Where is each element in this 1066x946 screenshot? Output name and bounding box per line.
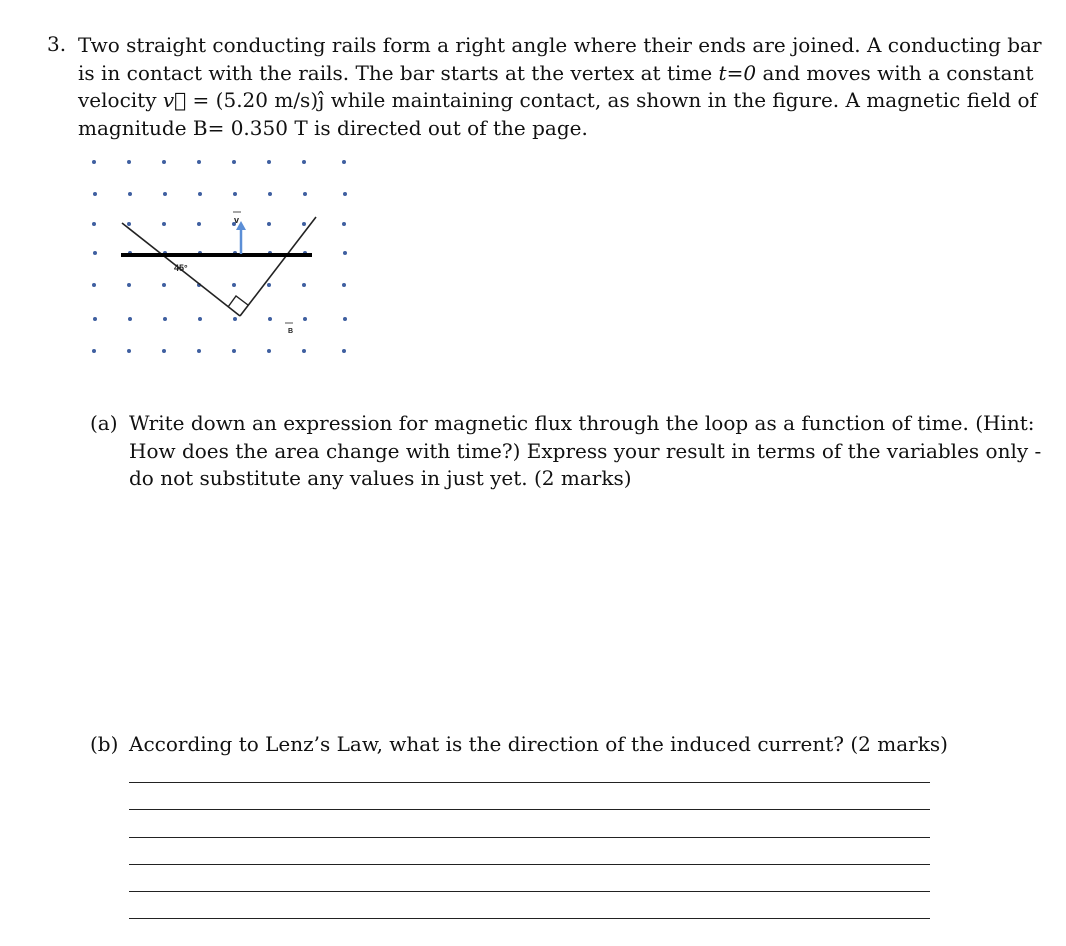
part-a-line-3: do not substitute any values in just yet. (2 marks) bbox=[129, 466, 632, 490]
part-a-text bbox=[129, 410, 1042, 493]
field-dot bbox=[197, 349, 201, 353]
field-dot bbox=[232, 283, 236, 287]
velocity-label: v bbox=[234, 215, 240, 225]
part-a-label: (a) bbox=[90, 411, 118, 435]
field-dot bbox=[302, 283, 306, 287]
field-dot bbox=[93, 317, 97, 321]
field-dot bbox=[128, 317, 132, 321]
field-dot bbox=[127, 160, 131, 164]
answer-line[interactable] bbox=[129, 918, 930, 919]
question-text bbox=[78, 32, 1042, 142]
question-number: 3. bbox=[47, 32, 67, 56]
field-dot bbox=[232, 349, 236, 353]
field-expression: B= 0.350 T bbox=[192, 115, 308, 140]
answer-line[interactable] bbox=[129, 864, 930, 865]
field-dot bbox=[127, 283, 131, 287]
field-dot bbox=[92, 283, 96, 287]
field-dot bbox=[233, 192, 237, 196]
field-dot bbox=[163, 317, 167, 321]
field-dot bbox=[197, 160, 201, 164]
field-dot bbox=[162, 222, 166, 226]
field-dot bbox=[343, 251, 347, 255]
field-dot bbox=[162, 349, 166, 353]
question-line-3 bbox=[78, 87, 1037, 115]
question-line-2 bbox=[78, 60, 1034, 88]
field-dot bbox=[343, 192, 347, 196]
field-dot bbox=[302, 349, 306, 353]
field-dot bbox=[342, 349, 346, 353]
question-line-3a: velocity bbox=[78, 88, 157, 112]
velocity-symbol: v⃗ bbox=[162, 88, 187, 112]
field-dot bbox=[342, 283, 346, 287]
part-b-text: According to Lenz’s Law, what is the direction of the induced current? (2 marks) bbox=[129, 732, 948, 756]
field-dot bbox=[92, 222, 96, 226]
question-line-3b: while maintaining contact, as shown in the figure. A magnetic field of bbox=[330, 88, 1037, 112]
field-dot bbox=[342, 160, 346, 164]
field-dot bbox=[233, 317, 237, 321]
field-dot bbox=[92, 160, 96, 164]
field-dot bbox=[128, 192, 132, 196]
field-dot bbox=[267, 160, 271, 164]
field-dot bbox=[343, 317, 347, 321]
field-dot bbox=[127, 349, 131, 353]
field-dot bbox=[232, 160, 236, 164]
question-line-1: Two straight conducting rails form a right angle where their ends are joined. A conducting bar bbox=[78, 33, 1042, 57]
question-line-2a: is in contact with the rails. The bar starts at the vertex at time bbox=[78, 60, 713, 85]
right-rail bbox=[240, 217, 316, 316]
part-a-line-1: Write down an expression for magnetic flux through the loop as a function of time. (Hint: bbox=[129, 411, 1035, 435]
field-dot bbox=[267, 222, 271, 226]
field-dot bbox=[127, 222, 131, 226]
question-line-4a: magnitude bbox=[78, 115, 187, 140]
rails-figure bbox=[80, 148, 370, 363]
field-dot bbox=[163, 192, 167, 196]
field-dot bbox=[303, 317, 307, 321]
field-dot bbox=[197, 222, 201, 226]
question-line-4b: is directed out of the page. bbox=[314, 115, 588, 140]
field-dot bbox=[92, 349, 96, 353]
field-dot bbox=[198, 192, 202, 196]
field-dot bbox=[93, 192, 97, 196]
field-dot bbox=[303, 192, 307, 196]
answer-lines bbox=[129, 782, 930, 946]
right-angle-marker bbox=[228, 296, 248, 307]
field-dot bbox=[302, 222, 306, 226]
answer-line[interactable] bbox=[129, 837, 930, 838]
part-b-label: (b) bbox=[90, 732, 119, 756]
field-dot bbox=[267, 349, 271, 353]
answer-line[interactable] bbox=[129, 782, 930, 783]
field-dot bbox=[198, 317, 202, 321]
part-a-line-2: How does the area change with time?) Express your result in terms of the variables only - bbox=[129, 438, 1042, 463]
field-dot bbox=[268, 317, 272, 321]
field-dot bbox=[93, 251, 97, 255]
velocity-expression: = (5.20 m/s)ĵ bbox=[186, 88, 325, 112]
question-line-4 bbox=[78, 115, 1008, 143]
field-dot bbox=[302, 160, 306, 164]
answer-line[interactable] bbox=[129, 891, 930, 892]
field-dot bbox=[162, 160, 166, 164]
answer-line[interactable] bbox=[129, 809, 930, 810]
question-line-2b: and moves with a constant bbox=[762, 60, 1034, 85]
field-dot bbox=[342, 222, 346, 226]
field-dot bbox=[268, 192, 272, 196]
time-expression: t=0 bbox=[718, 60, 757, 85]
field-label: B bbox=[288, 328, 294, 335]
field-dot bbox=[162, 283, 166, 287]
angle-label: 45° bbox=[174, 263, 188, 273]
field-dot bbox=[267, 283, 271, 287]
